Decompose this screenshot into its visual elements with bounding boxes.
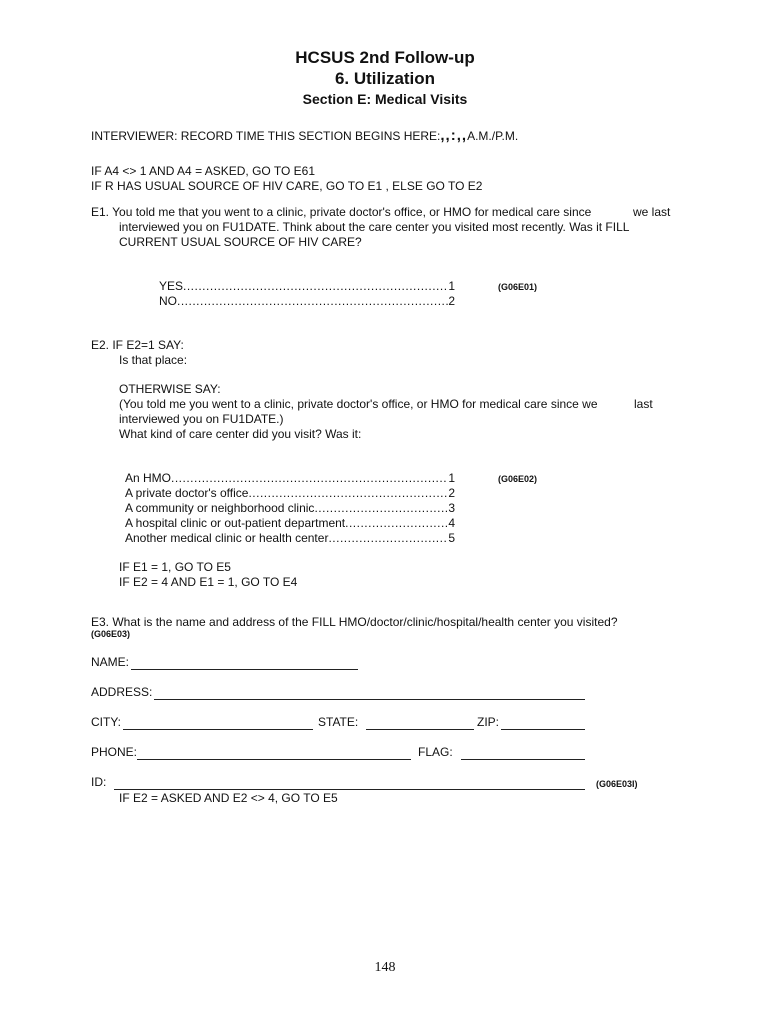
e2-place-line: Is that place: xyxy=(119,353,188,367)
e2-question-line3: What kind of care center did you visit? Was it: xyxy=(119,427,362,441)
section-title: Section E: Medical Visits xyxy=(302,91,468,107)
id-label: ID: xyxy=(91,775,107,789)
flag-input-line[interactable] xyxy=(461,747,585,760)
e1-option-no[interactable] xyxy=(159,294,455,309)
name-input-line[interactable] xyxy=(131,657,358,670)
id-input-line[interactable] xyxy=(114,777,585,790)
option-code: 1 xyxy=(448,471,455,485)
option-label: NO xyxy=(159,294,177,308)
e1-option-yes[interactable] xyxy=(159,279,455,294)
interviewer-label: INTERVIEWER: RECORD TIME THIS SECTION BEGINS HERE: xyxy=(91,129,441,143)
skip-rule: IF R HAS USUAL SOURCE OF HIV CARE, GO TO E1 , ELSE GO TO E2 xyxy=(91,179,483,193)
address-field[interactable] xyxy=(91,685,585,700)
option-label: A private doctor's office xyxy=(125,486,249,500)
name-label: NAME: xyxy=(91,655,130,669)
e2-option-community-clinic[interactable] xyxy=(125,501,455,516)
skip-rule: IF A4 <> 1 AND A4 = ASKED, GO TO E61 xyxy=(91,164,316,178)
zip-label: ZIP: xyxy=(477,715,500,729)
e1-question-line3: CURRENT USUAL SOURCE OF HIV CARE? xyxy=(119,235,362,249)
document-title: HCSUS 2nd Follow-up xyxy=(295,48,475,67)
interviewer-instruction xyxy=(91,128,518,144)
e2-intro: E2. IF E2=1 SAY: xyxy=(91,338,184,352)
page-number: 148 xyxy=(374,960,396,975)
phone-field[interactable] xyxy=(91,745,411,760)
option-code: 4 xyxy=(448,516,455,530)
e2-otherwise: OTHERWISE SAY: xyxy=(119,382,221,396)
option-code: 3 xyxy=(448,501,455,515)
state-input-line[interactable] xyxy=(366,717,474,730)
phone-input-line[interactable] xyxy=(137,747,411,760)
id-field[interactable] xyxy=(91,775,585,790)
option-code: 5 xyxy=(448,531,455,545)
e2-question-line1: (You told me you went to a clinic, private doctor's office, or HMO for medical care since we xyxy=(119,397,598,411)
e2-option-hospital-clinic[interactable] xyxy=(125,516,455,531)
e2-option-private-doctor[interactable] xyxy=(125,486,455,501)
address-input-line[interactable] xyxy=(154,687,585,700)
e2-variable-code: (G06E02) xyxy=(498,474,538,484)
id-variable-code: (G06E03I) xyxy=(596,779,638,789)
e2-skip-rule: IF E1 = 1, GO TO E5 xyxy=(119,560,231,574)
address-label: ADDRESS: xyxy=(91,685,153,699)
zip-field[interactable] xyxy=(477,715,585,730)
e2-option-other-center[interactable] xyxy=(125,531,455,546)
e2-skip-rule: IF E2 = 4 AND E1 = 1, GO TO E4 xyxy=(119,575,298,589)
option-code: 2 xyxy=(448,294,455,308)
ampm-label: A.M./P.M. xyxy=(467,129,519,143)
option-code: 2 xyxy=(448,486,455,500)
option-label: A hospital clinic or out-patient department xyxy=(125,516,346,530)
e1-question-line1-tail: we last xyxy=(633,205,671,219)
phone-label: PHONE: xyxy=(91,745,138,759)
e3-skip-rule: IF E2 = ASKED AND E2 <> 4, GO TO E5 xyxy=(119,791,338,805)
document-subtitle: 6. Utilization xyxy=(334,69,436,88)
name-field[interactable] xyxy=(91,655,358,670)
flag-label: FLAG: xyxy=(418,745,453,759)
e2-question-line1-tail: last xyxy=(634,397,653,411)
e2-question-line2: interviewed you on FU1DATE.) xyxy=(119,412,284,426)
state-field[interactable] xyxy=(318,715,474,730)
city-input-line[interactable] xyxy=(123,717,313,730)
state-label: STATE: xyxy=(318,715,359,729)
city-label: CITY: xyxy=(91,715,122,729)
e3-question: E3. What is the name and address of the FILL HMO/doctor/clinic/hospital/health center you visited? xyxy=(91,615,618,629)
e1-variable-code: (G06E01) xyxy=(498,282,538,292)
e1-question-line1: E1. You told me that you went to a clinic, private doctor's office, or HMO for medical care since xyxy=(91,205,592,219)
e3-variable-code: (G06E03) xyxy=(91,629,131,639)
e1-question-line2: interviewed you on FU1DATE. Think about the care center you visited most recently. Was it FILL xyxy=(119,220,630,234)
time-marks: ,,:,, xyxy=(440,127,468,144)
city-field[interactable] xyxy=(91,715,313,730)
option-code: 1 xyxy=(448,279,455,293)
option-label: YES xyxy=(159,279,184,293)
option-label: A community or neighborhood clinic xyxy=(125,501,315,515)
option-label: Another medical clinic or health center xyxy=(125,531,329,545)
flag-field[interactable] xyxy=(418,745,585,760)
e2-option-hmo[interactable] xyxy=(125,471,455,486)
zip-input-line[interactable] xyxy=(501,717,585,730)
option-label: An HMO xyxy=(125,471,172,485)
